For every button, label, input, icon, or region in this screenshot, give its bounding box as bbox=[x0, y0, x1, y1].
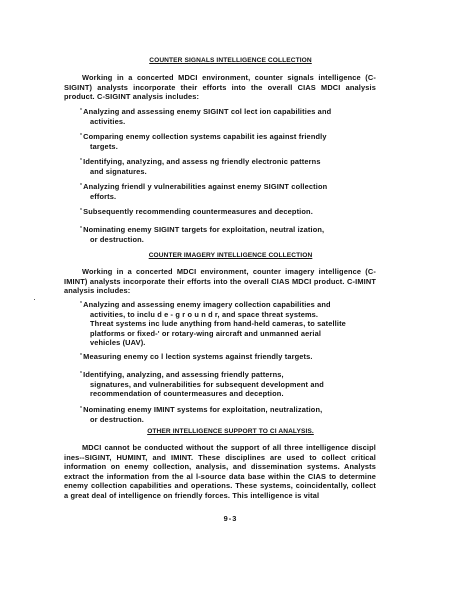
section-heading-c-imint: COUNTER IMAGERY INTELLIGENCE COLLECTION bbox=[148, 252, 313, 259]
section-intro-other-support: MDCI cannot be conducted without the support of all three intelligence discipl ines--SIGINT, HUMINT, and IMINT. These disciplines are used to collect critical information on enemy collection, analysis, and dissemination systems. Analysts extract the information from the al l-source data base within the CIAS to determine enemy collection capabilities and operations. These systems, coincidentally, collect a great deal of intelligence on friendly forces. This intelligence is vital bbox=[64, 443, 376, 500]
bullet-c-sigint-2: °Comparing enemy collection systems capabilit ies against friendly targets. bbox=[80, 132, 327, 151]
bullet-c-sigint-6: °Nominating enemy SIGINT targets for exploitation, neutral ization, or destruction. bbox=[80, 225, 325, 244]
bullet-c-imint-3: °Identifying, analyzing, and assessing friendly patterns, signatures, and vulnerabilities for subsequent development and recommendation of countermeasures and deception. bbox=[80, 370, 324, 399]
section-intro-c-sigint: Working in a concerted MDCI environment, counter signals intelligence (C-SIGINT) analysts incorporate their efforts into the overall CIAS MDCI analysis product. C-SIGINT analysis includes: bbox=[64, 73, 376, 102]
bullet-c-imint-2: °Measuring enemy co l lection systems against friendly targets. bbox=[80, 352, 313, 361]
bullet-c-imint-1: °Analyzing and assessing enemy imagery collection capabilities and activities, to inclu d e - g r o u n d r, and space threat systems. Threat systems inc lude anything from hand-held cameras, to satellite platforms or fixed-' or rotary-wing aircraft and unmanned aerial vehicles (UAV). bbox=[80, 300, 346, 348]
bullet-c-sigint-4: °Analyzing friendl y vulnerabilities against enemy SIGINT collection efforts. bbox=[80, 182, 328, 201]
bullet-c-sigint-3: °Identifying, ana!yzing, and assess ng friendly electronic patterns and signatures. bbox=[80, 157, 321, 176]
bullet-c-sigint-5: °Subsequently recommending countermeasures and deception. bbox=[80, 207, 313, 216]
scan-speck bbox=[34, 299, 35, 300]
page-number: 9-3 bbox=[223, 514, 238, 523]
section-heading-c-sigint: COUNTER SIGNALS INTELLIGENCE COLLECTION bbox=[149, 57, 312, 64]
section-heading-other-support: OTHER INTELLIGENCE SUPPORT TO CI ANALYSIS. bbox=[147, 428, 314, 435]
section-intro-c-imint: Working in a concerted MDCI environment, counter imagery intelligence (C-IMINT) analysts incorporate their efforts into the overall CIAS MDCI product. C-IMINT analysis includes: bbox=[64, 267, 376, 296]
bullet-c-imint-4: °Nominating enemy IMINT systems for exploitation, neutralization, or destruction. bbox=[80, 405, 323, 424]
bullet-c-sigint-1: °Analyzing and assessing enemy SIGINT col lect ion capabilities and activities. bbox=[80, 107, 332, 126]
